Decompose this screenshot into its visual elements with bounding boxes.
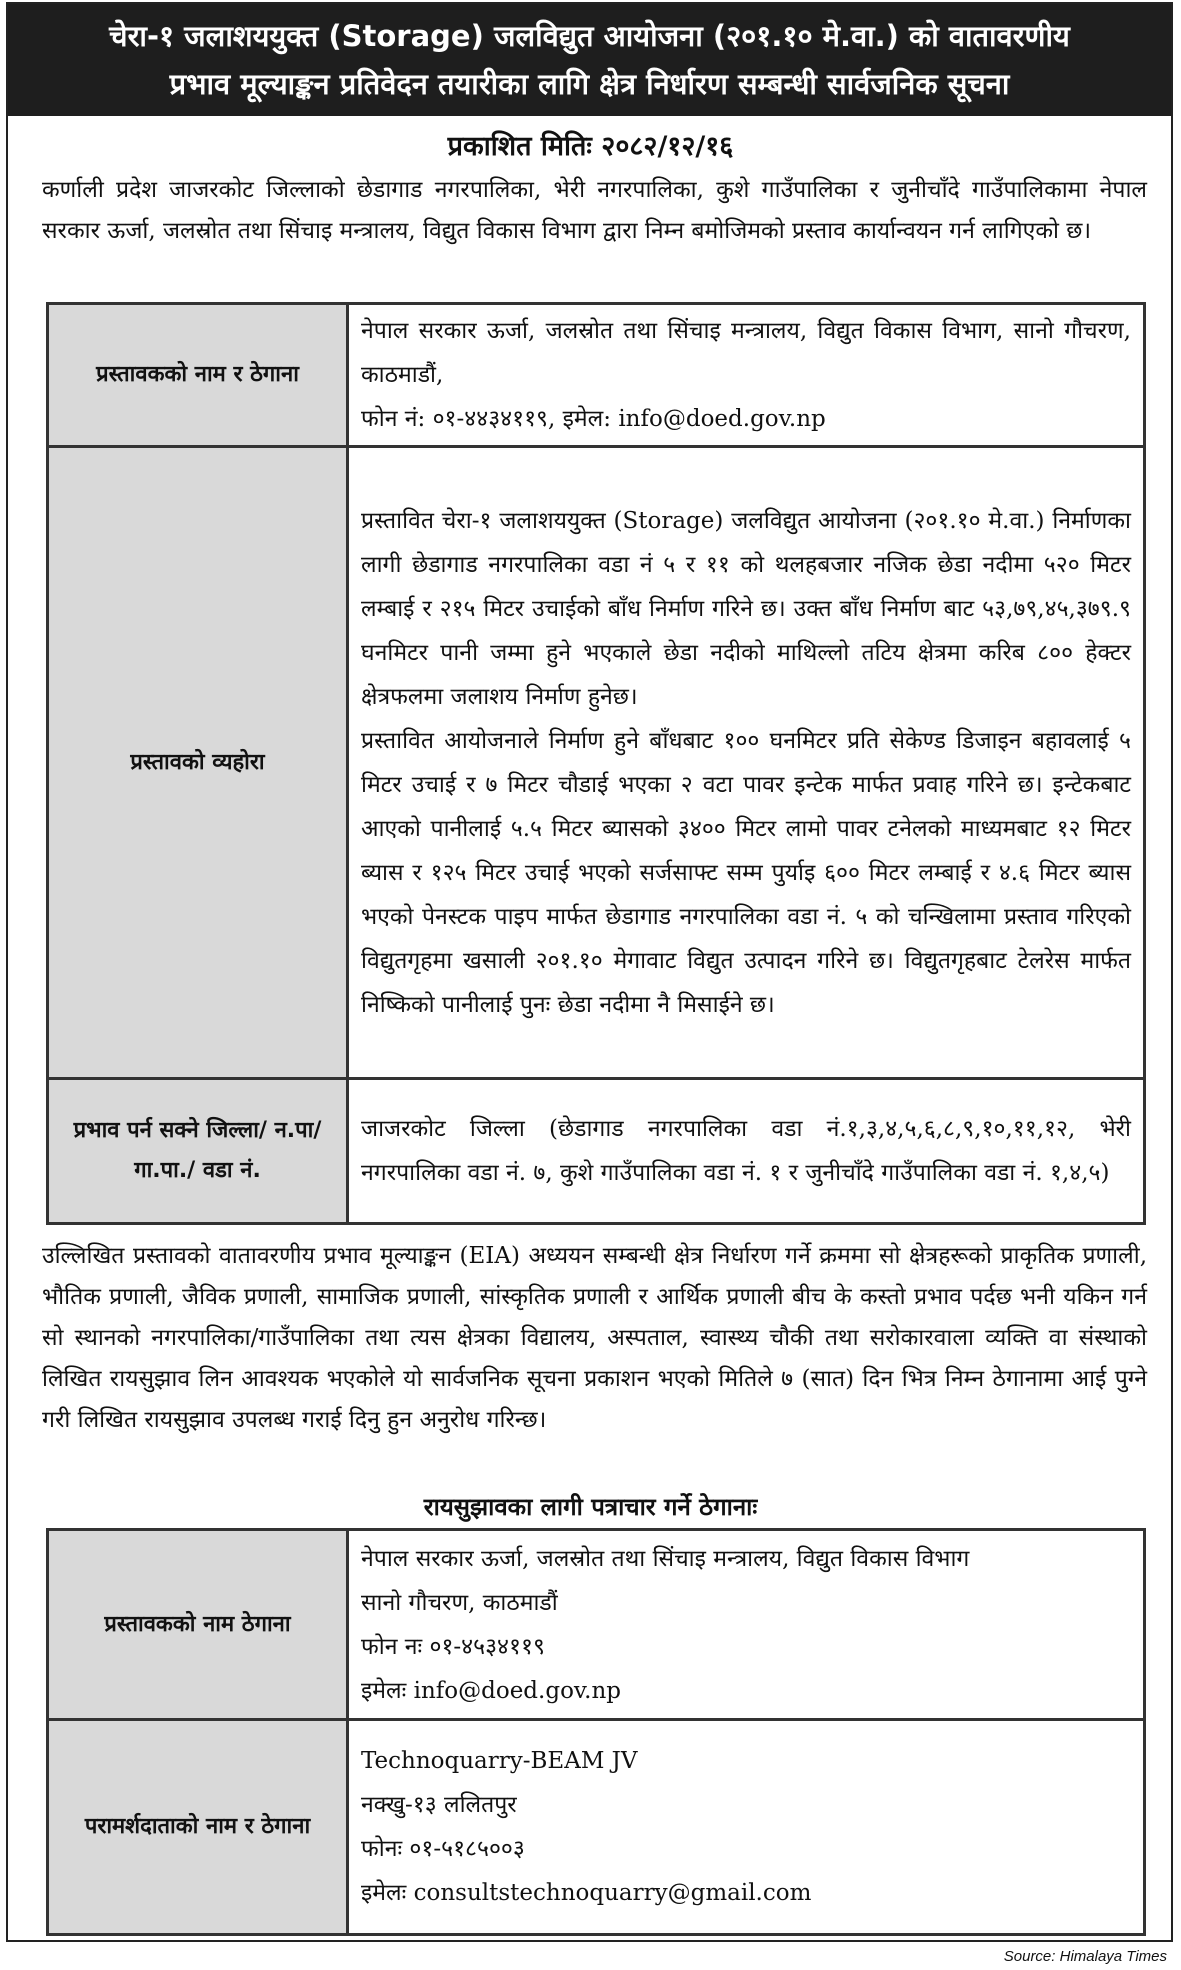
affected-area-value: जाजरकोट जिल्ला (छेडागाड नगरपालिका वडा नं.१,३,४,५,६,८,९,१०,११,१२, भेरी नगरपालिका वडा नं. ७, कुशे गाउँपालिका वडा नं. १ र जुनीचाँदे गाउँपालिका वडा नं. १,४,५) bbox=[348, 1079, 1145, 1224]
title-line-1: चेरा-१ जलाशययुक्त (Storage) जलविद्युत आयोजना (२०१.१० मे.वा.) को वातावरणीय bbox=[109, 19, 1070, 53]
table-row bbox=[48, 1079, 1145, 1224]
source-credit: Source: Himalaya Times bbox=[1003, 1948, 1167, 1965]
proponent-value: नेपाल सरकार ऊर्जा, जलस्रोत तथा सिंचाइ मन्त्रालय, विद्युत विकास विभाग, सानो गौचरण, काठमाडौं, bbox=[361, 318, 1131, 388]
body-paragraph: उल्लिखित प्रस्तावको वातावरणीय प्रभाव मूल्याङ्कन (EIA) अध्ययन सम्बन्धी क्षेत्र निर्धारण गर्ने क्रममा सो क्षेत्रहरूको प्राकृतिक प्रणाली, भौतिक प्रणाली, जैविक प्रणाली, सामाजिक प्रणाली, सांस्कृतिक प्रणाली र आर्थिक प्रणाली बीच के कस्तो प्रभाव पर्दछ भनी यकिन गर्न सो स्थानको नगरपालिका/गाउँपालिका तथा त्यस क्षेत्रका विद्यालय, अस्पताल, स्वास्थ्य चौकी तथा सरोकारवाला व्यक्ति वा संस्थाको लिखित रायसुझाव लिन आवश्यक भएकोले यो सार्वजनिक सूचना प्रकाशन भएको मितिले ७ (सात) दिन भित्र निम्न ठेगानामा आई पुग्ने गरी लिखित रायसुझाव उपलब्ध गराई दिनु हुन अनुरोध गरिन्छ। bbox=[42, 1243, 1147, 1433]
table-row bbox=[48, 1720, 1145, 1935]
contact-line: फोनः ०१-५१८५००३ bbox=[361, 1836, 525, 1862]
notice-title bbox=[8, 4, 1171, 116]
title-line-2: प्रभाव मूल्याङ्कन प्रतिवेदन तयारीका लागि क्षेत्र निर्धारण सम्बन्धी सार्वजनिक सूचना bbox=[169, 67, 1010, 101]
contact-table bbox=[46, 1528, 1146, 1936]
proposal-para-2: प्रस्तावित आयोजनाले निर्माण हुने बाँधबाट १०० घनमिटर प्रति सेकेण्ड डिजाइन बहावलाई ५ मिटर उचाई र ७ मिटर चौडाई भएका २ वटा पावर इन्टेक मार्फत प्रवाह गरिने छ। इन्टेकबाट आएको पानीलाई ५.५ मिटर ब्यासको ३४०० मिटर लामो पावर टनेलको माध्यमबाट १२ मिटर ब्यास र १२५ मिटर उचाई भएको सर्जसाफ्ट सम्म पुर्याइ ६०० मिटर लम्बाई र ४.६ मिटर ब्यास भएको पेनस्टक पाइप मार्फत छेडागाड नगरपालिका वडा नं. ५ को चन्खिलामा प्रस्ताव गरिएको विद्युतगृहमा खसाली २०१.१० मेगावाट विद्युत उत्पादन गरिने छ। विद्युतगृहबाट टेलरेस मार्फत निष्किको पानीलाई पुनः छेडा नदीमा नै मिसाईने छ। bbox=[361, 727, 1131, 1018]
table-row bbox=[48, 304, 1145, 447]
proposal-table bbox=[46, 302, 1146, 1225]
proposal-label: प्रस्तावको व्यहोरा bbox=[48, 447, 348, 1079]
contact-line: इमेलः consultstechnoquarry@gmail.com bbox=[361, 1880, 812, 1906]
contact-line: सानो गौचरण, काठमाडौं bbox=[361, 1589, 558, 1616]
contact-line: फोन नः ०१-४५३४११९ bbox=[361, 1633, 545, 1660]
contact-line: इमेलः info@doed.gov.np bbox=[361, 1677, 622, 1704]
contact-line: नक्खु-१३ ललितपुर bbox=[361, 1792, 517, 1818]
consultant-label: परामर्शदाताको नाम र ठेगाना bbox=[48, 1720, 348, 1935]
proposal-para-1: प्रस्तावित चेरा-१ जलाशययुक्त (Storage) जलविद्युत आयोजना (२०१.१० मे.वा.) निर्माणका लागी छेडागाड नगरपालिका वडा नं ५ र ११ को थलहबजार नजिक छेडा नदीमा ५२० मिटर लम्बाई र २१५ मिटर उचाईको बाँध निर्माण गरिने छ। उक्त बाँध निर्माण बाट ५३,७९,४५,३७९.९ घनमिटर पानी जम्मा हुने भएकाले छेडा नदीको माथिल्लो तटिय क्षेत्रमा करिब ८०० हेक्टर क्षेत्रफलमा जलाशय निर्माण हुनेछ। bbox=[361, 507, 1131, 710]
publish-date: प्रकाशित मितिः २०८२/१२/१६ bbox=[447, 131, 734, 162]
contact-line: Technoquarry-BEAM JV bbox=[361, 1748, 638, 1774]
contact-heading: रायसुझावका लागी पत्राचार गर्ने ठेगानाः bbox=[423, 1493, 758, 1521]
contact-line: नेपाल सरकार ऊर्जा, जलस्रोत तथा सिंचाइ मन्त्रालय, विद्युत विकास विभाग bbox=[361, 1545, 970, 1572]
table-row bbox=[48, 1530, 1145, 1720]
affected-area-label: प्रभाव पर्न सक्ने जिल्ला/ न.पा/गा.पा./ वडा नं. bbox=[48, 1079, 348, 1224]
proponent-label: प्रस्तावकको नाम र ठेगाना bbox=[48, 304, 348, 447]
proponent-contact: फोन नं: ०१-४४३४११९, इमेल: info@doed.gov.np bbox=[361, 406, 826, 432]
intro-paragraph: कर्णाली प्रदेश जाजरकोट जिल्लाको छेडागाड नगरपालिका, भेरी नगरपालिका, कुशे गाउँपालिका र जुनीचाँदे गाउँपालिकामा नेपाल सरकार ऊर्जा, जलस्रोत तथा सिंचाइ मन्त्रालय, विद्युत विकास विभाग द्वारा निम्न बमोजिमको प्रस्ताव कार्यान्वयन गर्न लागिएको छ। bbox=[42, 177, 1147, 244]
proponent-contact-label: प्रस्तावकको नाम ठेगाना bbox=[48, 1530, 348, 1720]
table-row bbox=[48, 447, 1145, 1079]
